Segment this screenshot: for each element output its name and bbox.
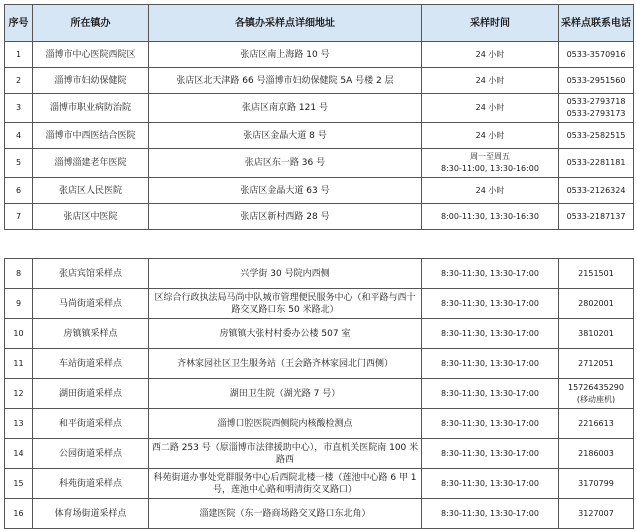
row-phone xyxy=(559,349,634,379)
row-time xyxy=(422,149,559,178)
table-row xyxy=(5,319,634,349)
row-address: 张店区南上海路 10 号 xyxy=(149,42,422,68)
header-address: 各镇办采样点详细地址 xyxy=(149,5,422,42)
row-phone xyxy=(559,149,634,178)
row-time-line: 24 小时 xyxy=(475,75,505,85)
row-phone-line: 2802001 xyxy=(578,298,614,308)
row-index: 12 xyxy=(5,379,33,409)
row-phone xyxy=(559,259,634,289)
table-header-row xyxy=(5,5,634,42)
row-address: 齐林家园社区卫生服务站（王会路齐林家园北门西侧） xyxy=(149,349,422,379)
row-office: 和平街道采样点 xyxy=(33,409,149,439)
row-time: 8:30-11:30, 13:30-17:00 xyxy=(422,499,559,529)
header-index: 序号 xyxy=(5,5,33,42)
row-phone xyxy=(559,499,634,529)
row-phone-line: 2186003 xyxy=(578,448,614,458)
row-time-line: 24 小时 xyxy=(475,185,505,195)
table-row xyxy=(5,42,634,68)
row-phone-line: 3127007 xyxy=(578,508,614,518)
row-address: 科苑街道办事处党群服务中心后西院北楼一楼（莲池中心路 6 甲 1 号，莲池中心路和明清街交叉路口） xyxy=(149,469,422,499)
row-time xyxy=(422,178,559,204)
row-index: 1 xyxy=(5,42,33,68)
hospital-sampling-table xyxy=(4,4,634,230)
row-phone-line: 3170799 xyxy=(578,478,614,488)
row-time: 8:30-11:30, 13:30-17:00 xyxy=(422,469,559,499)
row-time: 8:30-11:30, 13:30-17:00 xyxy=(422,319,559,349)
row-phone xyxy=(559,68,634,94)
row-address: 淄建医院（东一路商场路交叉路口东北角） xyxy=(149,499,422,529)
table-row xyxy=(5,123,634,149)
row-address: 湖田卫生院（湖光路 7 号） xyxy=(149,379,422,409)
row-index: 5 xyxy=(5,149,33,178)
row-office: 体育场街道采样点 xyxy=(33,499,149,529)
row-phone xyxy=(559,178,634,204)
table-row xyxy=(5,499,634,529)
row-office: 淄博市中心医院西院区 xyxy=(33,42,149,68)
row-office: 公园街道采样点 xyxy=(33,439,149,469)
row-address: 张店区新村西路 28 号 xyxy=(149,204,422,230)
row-address: 张店区金晶大道 8 号 xyxy=(149,123,422,149)
street-sampling-table xyxy=(4,258,634,529)
row-index: 11 xyxy=(5,349,33,379)
row-office: 湖田街道采样点 xyxy=(33,379,149,409)
row-phone xyxy=(559,204,634,230)
row-time-line: 8:30-11:00, 13:30-16:00 xyxy=(441,164,539,173)
table-row xyxy=(5,94,634,123)
row-index: 16 xyxy=(5,499,33,529)
row-address: 张店区南京路 121 号 xyxy=(149,94,422,123)
row-phone-line: 2712051 xyxy=(578,358,614,368)
row-office: 马尚街道采样点 xyxy=(33,289,149,319)
row-time: 8:30-11:30, 13:30-17:00 xyxy=(422,349,559,379)
row-time-line: 8:00-11:30, 13:30-16:30 xyxy=(441,211,539,221)
row-phone-line: 0533-2126324 xyxy=(566,185,626,195)
row-address: 淄博口腔医院西侧院内核酸检测点 xyxy=(149,409,422,439)
row-office: 车站街道采样点 xyxy=(33,349,149,379)
row-time-line: 24 小时 xyxy=(475,103,505,112)
table-row xyxy=(5,379,634,409)
row-office: 张店区人民医院 xyxy=(33,178,149,204)
row-time: 8:30-11:30, 13:30-17:00 xyxy=(422,259,559,289)
row-phone xyxy=(559,289,634,319)
row-phone xyxy=(559,42,634,68)
row-index: 10 xyxy=(5,319,33,349)
row-time-line: 24 小时 xyxy=(475,130,505,140)
table-row xyxy=(5,409,634,439)
row-address: 张店区东一路 36 号 xyxy=(149,149,422,178)
row-phone-line: 0533-2281181 xyxy=(566,158,626,167)
row-phone-line: 0533-2582515 xyxy=(566,130,626,140)
table-row xyxy=(5,68,634,94)
row-index: 9 xyxy=(5,289,33,319)
row-office: 张店区中医院 xyxy=(33,204,149,230)
row-phone-line: 15726435290 xyxy=(568,382,624,392)
row-time xyxy=(422,94,559,123)
row-phone-line: 0533-2793173 xyxy=(566,109,626,118)
row-phone xyxy=(559,439,634,469)
table-row xyxy=(5,439,634,469)
row-time: 8:30-11:30, 13:30-17:00 xyxy=(422,379,559,409)
row-index: 3 xyxy=(5,94,33,123)
row-phone-line: 0533-2793718 xyxy=(566,97,626,106)
row-address: 区综合行政执法局马尚中队城市管理便民服务中心（和平路与西十路交叉路口东 50 米路北） xyxy=(149,289,422,319)
row-time-line: 24 小时 xyxy=(475,49,505,59)
row-time-line: 周一至周五 xyxy=(470,152,510,161)
row-office: 房镇镇采样点 xyxy=(33,319,149,349)
table-row xyxy=(5,178,634,204)
row-index: 7 xyxy=(5,204,33,230)
row-phone xyxy=(559,319,634,349)
row-phone-line: 2151501 xyxy=(578,268,614,278)
row-time xyxy=(422,42,559,68)
table-row xyxy=(5,289,634,319)
row-index: 14 xyxy=(5,439,33,469)
row-phone-line: 3810201 xyxy=(578,328,614,338)
row-index: 6 xyxy=(5,178,33,204)
row-phone-line: 0533-2951560 xyxy=(566,75,626,85)
row-time xyxy=(422,68,559,94)
row-phone-line: 2216613 xyxy=(578,418,614,428)
row-phone xyxy=(559,469,634,499)
table-row xyxy=(5,149,634,178)
row-time: 8:30-11:30, 13:30-17:00 xyxy=(422,289,559,319)
row-address: 房镇镇大张村村委办公楼 507 室 xyxy=(149,319,422,349)
row-address: 西二路 253 号（原淄博市法律援助中心），市直机关医院南 100 米路西 xyxy=(149,439,422,469)
row-index: 15 xyxy=(5,469,33,499)
row-phone xyxy=(559,379,634,409)
row-office: 淄博市中西医结合医院 xyxy=(33,123,149,149)
row-phone-line: 0533-3570916 xyxy=(566,49,626,59)
row-phone xyxy=(559,123,634,149)
row-time: 8:30-11:30, 13:30-17:00 xyxy=(422,409,559,439)
header-time: 采样时间 xyxy=(422,5,559,42)
row-phone-line: (移动座机) xyxy=(576,394,616,404)
row-office: 淄博市职业病防治院 xyxy=(33,94,149,123)
row-time: 8:30-11:30, 13:30-17:00 xyxy=(422,439,559,469)
row-time xyxy=(422,204,559,230)
header-office: 所在镇办 xyxy=(33,5,149,42)
table-row xyxy=(5,349,634,379)
row-address: 张店区北天津路 66 号淄博市妇幼保健院 5A 号楼 2 层 xyxy=(149,68,422,94)
row-time xyxy=(422,123,559,149)
row-phone xyxy=(559,409,634,439)
table-row xyxy=(5,469,634,499)
row-office: 科苑街道采样点 xyxy=(33,469,149,499)
row-index: 13 xyxy=(5,409,33,439)
row-index: 2 xyxy=(5,68,33,94)
row-phone-line: 0533-2187137 xyxy=(566,211,626,221)
row-address: 张店区金晶大道 63 号 xyxy=(149,178,422,204)
row-index: 8 xyxy=(5,259,33,289)
row-index: 4 xyxy=(5,123,33,149)
row-office: 淄博市妇幼保健院 xyxy=(33,68,149,94)
row-office: 淄博淄建老年医院 xyxy=(33,149,149,178)
table-row xyxy=(5,204,634,230)
table-row xyxy=(5,259,634,289)
row-phone xyxy=(559,94,634,123)
row-office: 张店宾馆采样点 xyxy=(33,259,149,289)
row-address: 兴学街 30 号院内西侧 xyxy=(149,259,422,289)
header-phone: 采样点联系电话 xyxy=(559,5,634,42)
